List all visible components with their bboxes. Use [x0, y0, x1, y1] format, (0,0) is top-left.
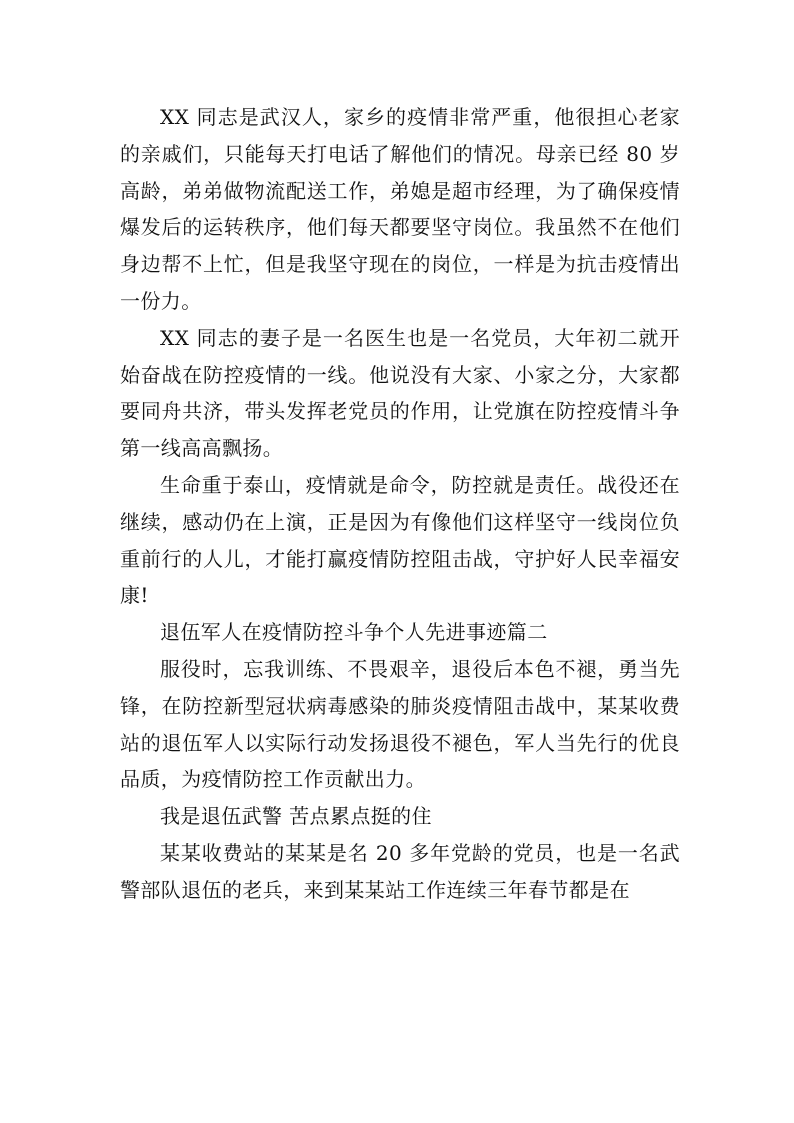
sub-heading: 我是退伍武警 苦点累点挺的住: [160, 804, 432, 829]
document-body: [120, 99, 680, 909]
paragraph: XX 同志是武汉人，家乡的疫情非常严重，他很担心老家的亲戚们，只能每天打电话了解他们的情况。母亲已经 80 岁高龄，弟弟做物流配送工作，弟媳是超市经理，为了确保疫情爆发后的运转秩序，他们每天都要坚守岗位。我虽然不在他们身边帮不上忙，但是我坚守现在的岗位，一样是为抗击疫情出一份力。: [120, 105, 680, 313]
paragraph: 某某收费站的某某是名 20 多年党龄的党员，也是一名武警部队退伍的老兵，来到某某站工作连续三年春节都是在: [120, 840, 680, 902]
paragraph: 生命重于泰山，疫情就是命令，防控就是责任。战役还在继续，感动仍在上演，正是因为有像他们这样坚守一线岗位负重前行的人儿，才能打赢疫情防控阻击战，守护好人民幸福安康!: [120, 472, 680, 608]
paragraph: XX 同志的妻子是一名医生也是一名党员，大年初二就开始奋战在防控疫情的一线。他说没有大家、小家之分，大家都要同舟共济，带头发挥老党员的作用，让党旗在防控疫情斗争第一线高高飘扬。: [120, 325, 680, 461]
paragraph: 服役时，忘我训练、不畏艰辛，退役后本色不褪，勇当先锋，在防控新型冠状病毒感染的肺炎疫情阻击战中，某某收费站的退伍军人以实际行动发扬退役不褪色，军人当先行的优良品质，为疫情防控工作贡献出力。: [120, 656, 680, 792]
section-heading: 退伍军人在疫情防控斗争个人先进事迹篇二: [160, 620, 548, 645]
